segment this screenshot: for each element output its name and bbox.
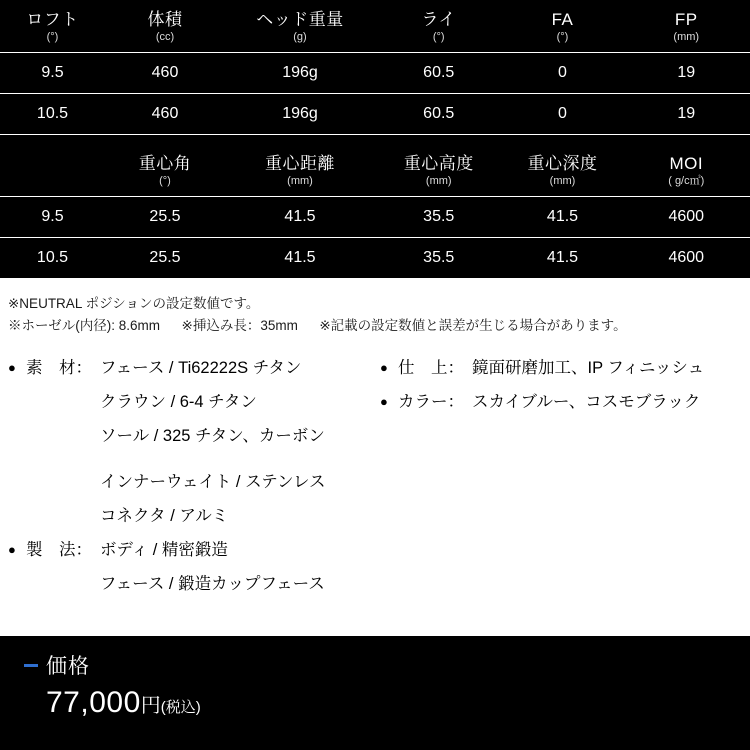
column-header: 重心距離 (mm) (265, 154, 335, 187)
table-cell: 60.5 (375, 94, 503, 135)
method-row (8, 533, 380, 567)
table-cell: 10.5 (0, 238, 105, 279)
material-sub-item: コネクタ / アルミ (100, 507, 229, 525)
table-cell: 4600 (623, 238, 750, 279)
price-label: 価格 (46, 655, 90, 678)
table-cell: 196g (225, 53, 375, 94)
table-cell: 25.5 (105, 238, 225, 279)
table-cell: 0 (503, 53, 623, 94)
material-row (8, 351, 380, 385)
materials-section (0, 341, 750, 601)
price-tax-note: (税込) (160, 699, 201, 716)
column-header (0, 144, 105, 197)
material-label: 素 材： (26, 359, 92, 377)
table-cell: 460 (105, 94, 225, 135)
table-cell: 19 (623, 94, 750, 135)
color-label: カラー： (398, 393, 464, 411)
material-sub-item: クラウン / 6-4 チタン (100, 393, 257, 411)
material-sub-spacer (8, 453, 380, 465)
bullet-icon: ● (380, 360, 388, 375)
table-cell: 35.5 (375, 238, 503, 279)
table-cell: 4600 (623, 197, 750, 238)
spec-table-basic (0, 0, 750, 135)
material-value: フェース / Ti62222S チタン (100, 359, 302, 377)
color-value: スカイブルー、コスモブラック (472, 393, 701, 411)
column-header: MOI ( g/c㎡) (668, 154, 705, 187)
table-row (0, 197, 750, 238)
method-sub-item: フェース / 鍛造カップフェース (100, 575, 325, 593)
column-header: FA (°) (551, 10, 574, 43)
column-header: FP (mm) (673, 10, 700, 43)
table-cell: 25.5 (105, 197, 225, 238)
table-cell: 10.5 (0, 94, 105, 135)
price-currency: 円 (140, 695, 161, 717)
column-header: 重心角 (°) (138, 154, 192, 187)
table-cell: 19 (623, 53, 750, 94)
column-header: ヘッド重量 (g) (256, 10, 344, 43)
price-value (24, 686, 750, 720)
material-sub-item: インナーウェイト / ステンレス (100, 473, 326, 491)
color-row (380, 385, 740, 419)
column-header: ロフト (°) (26, 10, 79, 43)
table-header-row (0, 144, 750, 197)
table-header-row (0, 0, 750, 53)
table-gap (0, 135, 750, 144)
table-cell: 41.5 (503, 238, 623, 279)
table-row (0, 94, 750, 135)
price-band (0, 636, 750, 750)
table-cell: 9.5 (0, 53, 105, 94)
table-cell: 41.5 (225, 238, 375, 279)
table-cell: 41.5 (503, 197, 623, 238)
method-label: 製 法： (26, 541, 92, 559)
bullet-icon: ● (8, 360, 16, 375)
column-header: ライ (°) (421, 10, 456, 43)
price-accent-dash (24, 664, 38, 667)
table-cell: 35.5 (375, 197, 503, 238)
column-header: 重心高度 (mm) (403, 154, 474, 187)
finish-label: 仕 上： (398, 359, 464, 377)
table-cell: 460 (105, 53, 225, 94)
column-header: 重心深度 (mm) (527, 154, 598, 187)
materials-right-column (380, 351, 740, 601)
bullet-icon: ● (8, 542, 16, 557)
table-cell: 0 (503, 94, 623, 135)
price-amount: 77,000 (46, 686, 141, 719)
table-cell: 60.5 (375, 53, 503, 94)
table-row (0, 238, 750, 279)
column-header: 体積 (cc) (147, 10, 183, 43)
note-insert-length: ※挿込み長：35mm (181, 318, 298, 333)
table-cell: 9.5 (0, 197, 105, 238)
finish-row (380, 351, 740, 385)
table-cell: 41.5 (225, 197, 375, 238)
table-cell: 196g (225, 94, 375, 135)
note-tolerance: ※記載の設定数値と誤差が生じる場合があります。 (319, 318, 627, 333)
bullet-icon: ● (380, 394, 388, 409)
table-row (0, 53, 750, 94)
spec-tables (0, 0, 750, 279)
finish-value: 鏡面研磨加工、IP フィニッシュ (472, 359, 705, 377)
price-header (24, 650, 750, 680)
material-sub-item: ソール / 325 チタン、カーボン (100, 427, 325, 445)
spec-table-cog (0, 144, 750, 279)
note-line-1: ※NEUTRAL ポジションの設定数値です。 (8, 296, 260, 311)
note-hosel: ※ホーゼル(内径): 8.6mm (8, 318, 160, 333)
method-value: ボディ / 精密鍛造 (100, 541, 228, 559)
spec-notes (0, 279, 750, 341)
note-line-2 (8, 315, 742, 337)
materials-left-column (8, 351, 380, 601)
